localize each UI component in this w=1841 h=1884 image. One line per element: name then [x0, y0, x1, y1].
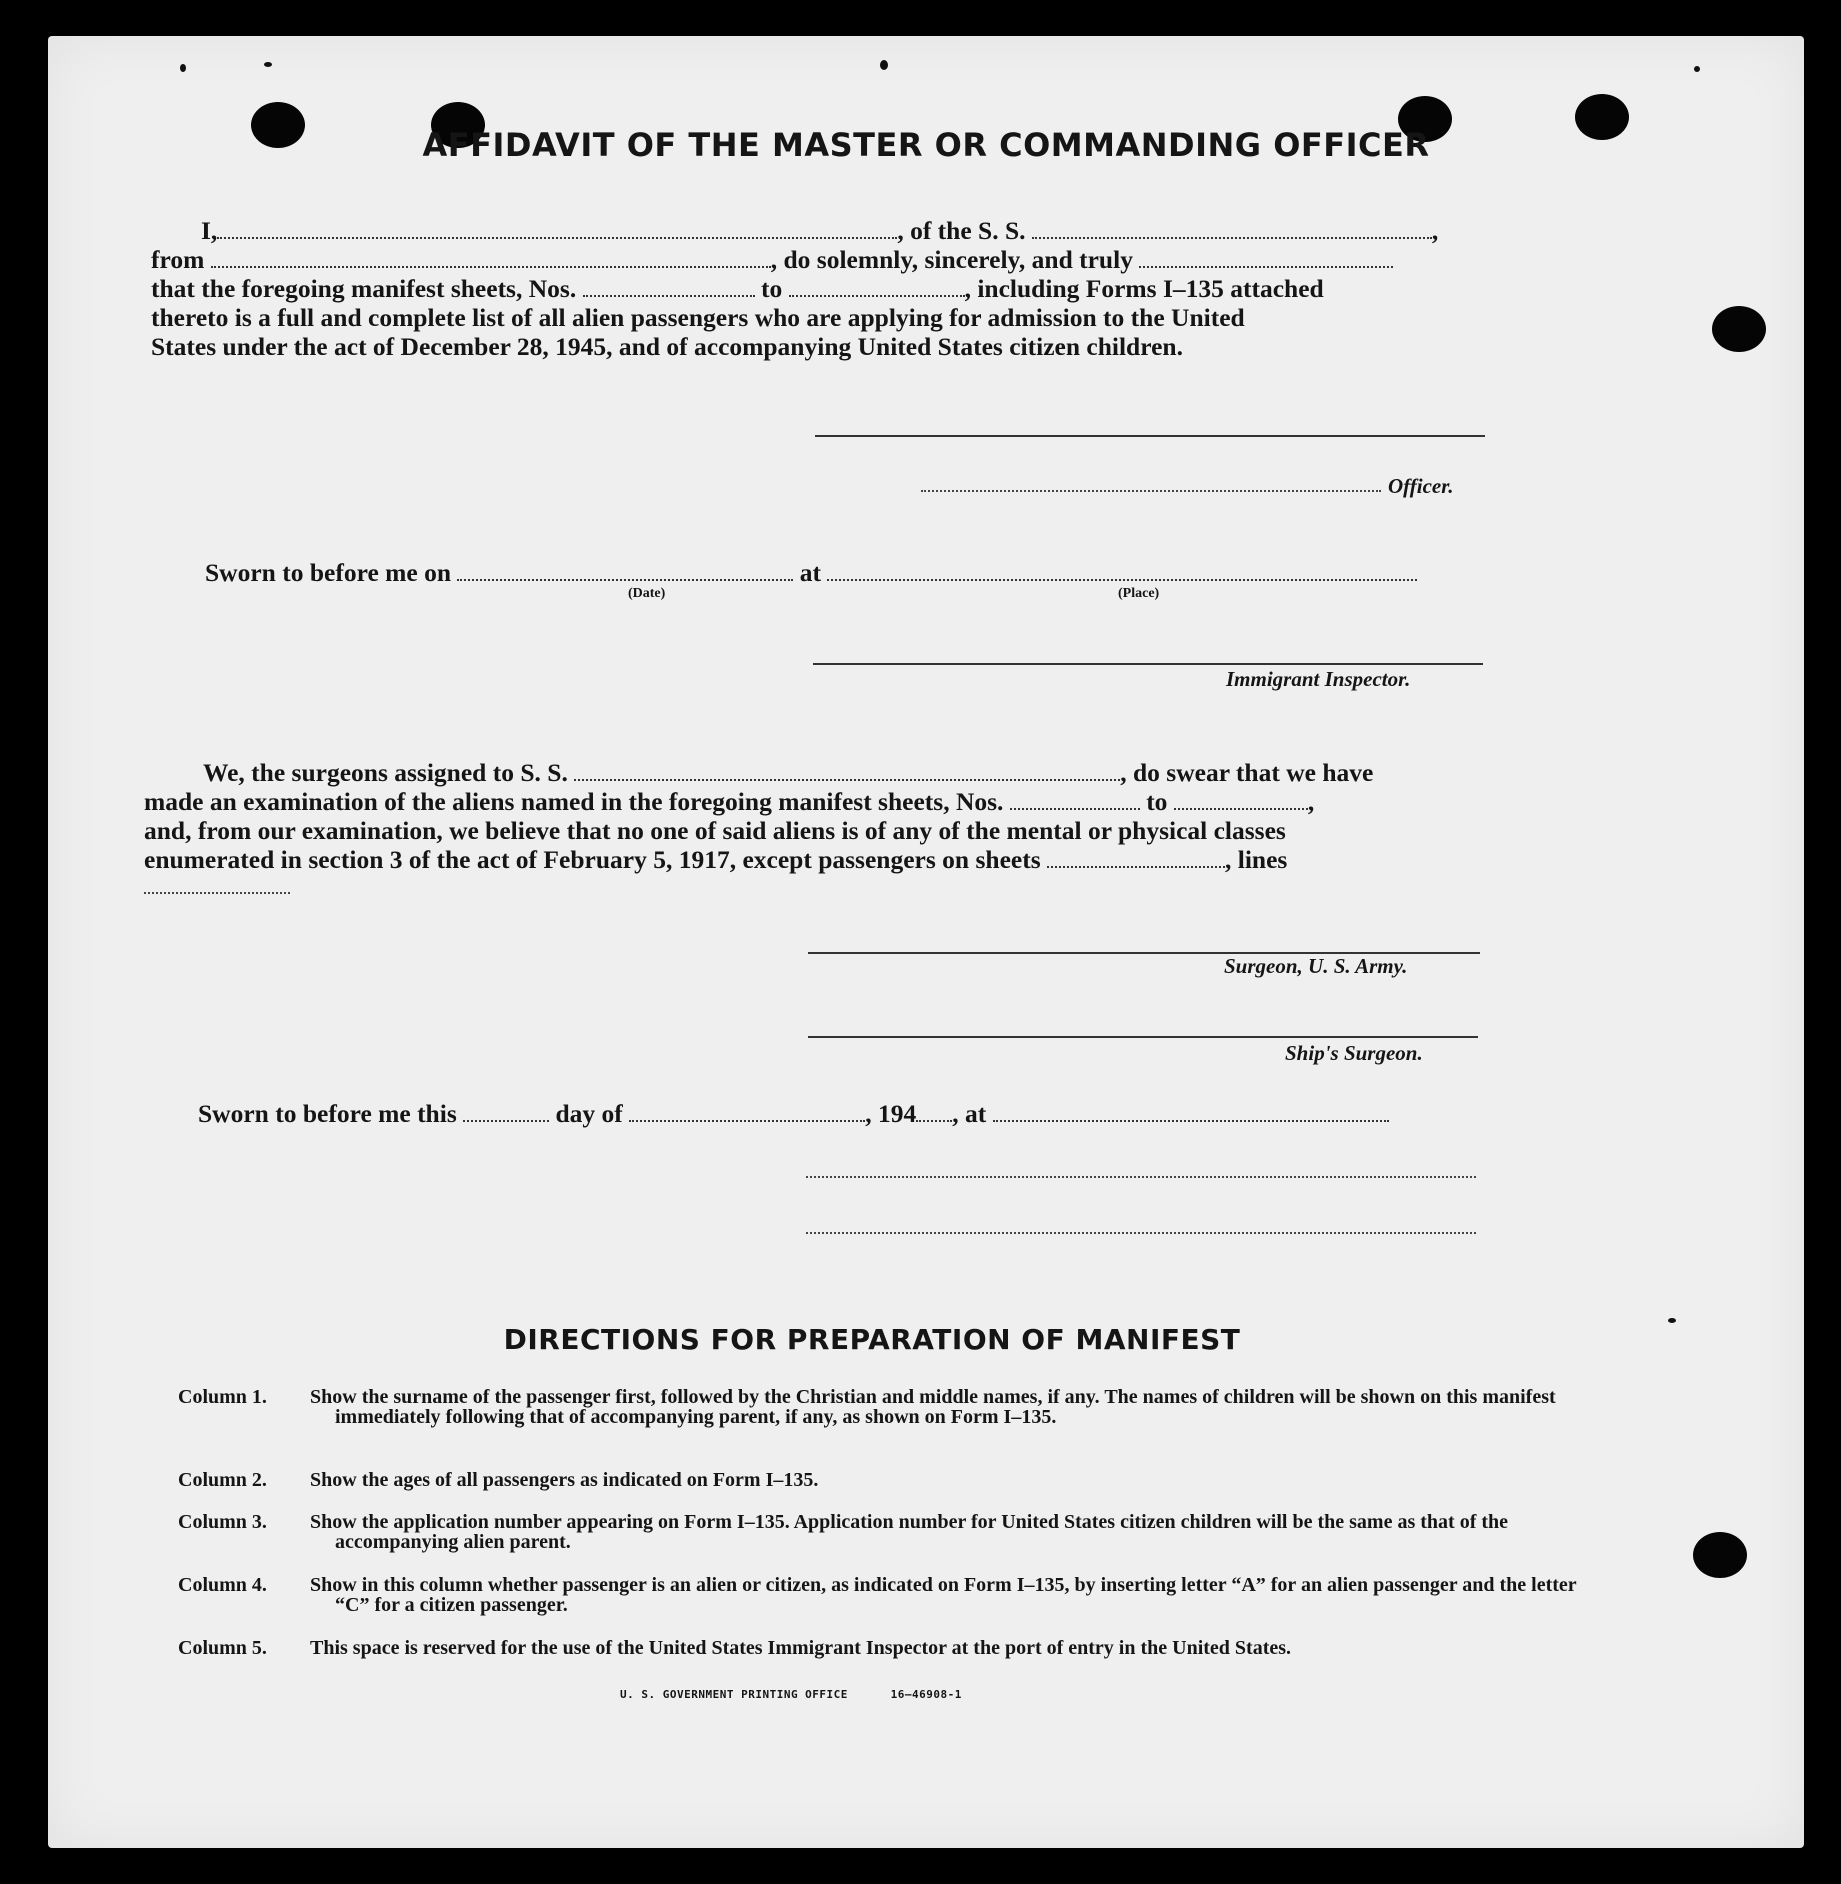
surgeons-line-4: enumerated in section 3 of the act of February 5, 1917, except passengers on sheets , lines — [144, 845, 1288, 874]
punch-hole — [1712, 306, 1766, 352]
sworn-line-2: Sworn to before me this day of , 194 , at — [198, 1099, 1389, 1128]
officer-label: Officer. — [1388, 474, 1454, 498]
inspector-signature-line — [813, 663, 1483, 665]
sworn-line-1: Sworn to before me on at — [205, 558, 1417, 587]
direction-text: This space is reserved for the use of the United States Immigrant Inspector at the port of entry in the United States. — [310, 1637, 1292, 1659]
directions-title: DIRECTIONS FOR PREPARATION OF MANIFEST — [503, 1323, 1241, 1356]
officer-signature-line — [921, 490, 1381, 492]
signature-line — [815, 435, 1485, 437]
inspector-label: Immigrant Inspector. — [1226, 667, 1411, 691]
direction-item — [178, 1512, 1598, 1552]
ink-speck — [1694, 66, 1700, 72]
surgeons-line-1: We, the surgeons assigned to S. S. , do swear that we have — [203, 758, 1374, 787]
surgeons-line-2: made an examination of the aliens named in the foregoing manifest sheets, Nos. to , — [144, 787, 1315, 816]
surgeons-line-3: and, from our examination, we believe that no one of said aliens is of any of the mental or physical classes — [144, 816, 1286, 845]
affidavit-line-1: I, , of the S. S. , — [201, 216, 1439, 245]
direction-label: Column 2. — [178, 1469, 267, 1491]
affidavit-line-3: that the foregoing manifest sheets, Nos. to , including Forms I–135 attached — [151, 274, 1324, 303]
date-caption: (Date) — [628, 586, 666, 601]
direction-label: Column 3. — [178, 1511, 267, 1533]
army-surgeon-label: Surgeon, U. S. Army. — [1224, 954, 1408, 978]
affidavit-line-2: from , do solemnly, sincerely, and truly — [151, 245, 1393, 274]
affidavit-title: AFFIDAVIT OF THE MASTER OR COMMANDING OFFICER — [422, 126, 1430, 164]
form-page — [48, 36, 1804, 1848]
direction-item — [178, 1387, 1598, 1427]
printer-imprint: U. S. GOVERNMENT PRINTING OFFICE 16—46908-1 — [620, 1688, 962, 1701]
direction-text: Show the ages of all passengers as indicated on Form I–135. — [310, 1469, 819, 1491]
lines-blank — [144, 892, 290, 894]
direction-text: Show the surname of the passenger first, followed by the Christian and middle names, if any. The names of children will be shown on this manifest immediately following that of accompanying parent, if any, as shown on Form I–135. — [310, 1386, 1556, 1428]
blank-line — [806, 1232, 1476, 1234]
direction-label: Column 5. — [178, 1637, 267, 1659]
affidavit-line-5: States under the act of December 28, 1945, and of accompanying United States citizen children. — [151, 332, 1183, 361]
direction-item — [178, 1638, 1598, 1658]
ship-surgeon-signature-line — [808, 1036, 1478, 1038]
blank-line — [806, 1176, 1476, 1178]
ink-speck — [264, 62, 272, 67]
direction-label: Column 1. — [178, 1386, 267, 1408]
direction-label: Column 4. — [178, 1574, 267, 1596]
direction-text: Show in this column whether passenger is an alien or citizen, as indicated on Form I–135, by inserting letter “A” for an alien passenger and the letter “C” for a citizen passenger. — [310, 1574, 1577, 1616]
ship-surgeon-label: Ship's Surgeon. — [1285, 1041, 1423, 1065]
punch-hole — [1693, 1532, 1747, 1578]
ink-speck — [180, 64, 186, 72]
direction-item — [178, 1575, 1598, 1615]
direction-item — [178, 1470, 1598, 1490]
direction-text: Show the application number appearing on Form I–135. Application number for United States citizen children will be the same as that of the accompanying alien parent. — [310, 1511, 1509, 1553]
ink-speck — [880, 60, 888, 70]
place-caption: (Place) — [1118, 586, 1160, 601]
affidavit-line-4: thereto is a full and complete list of all alien passengers who are applying for admission to the United — [151, 303, 1245, 332]
